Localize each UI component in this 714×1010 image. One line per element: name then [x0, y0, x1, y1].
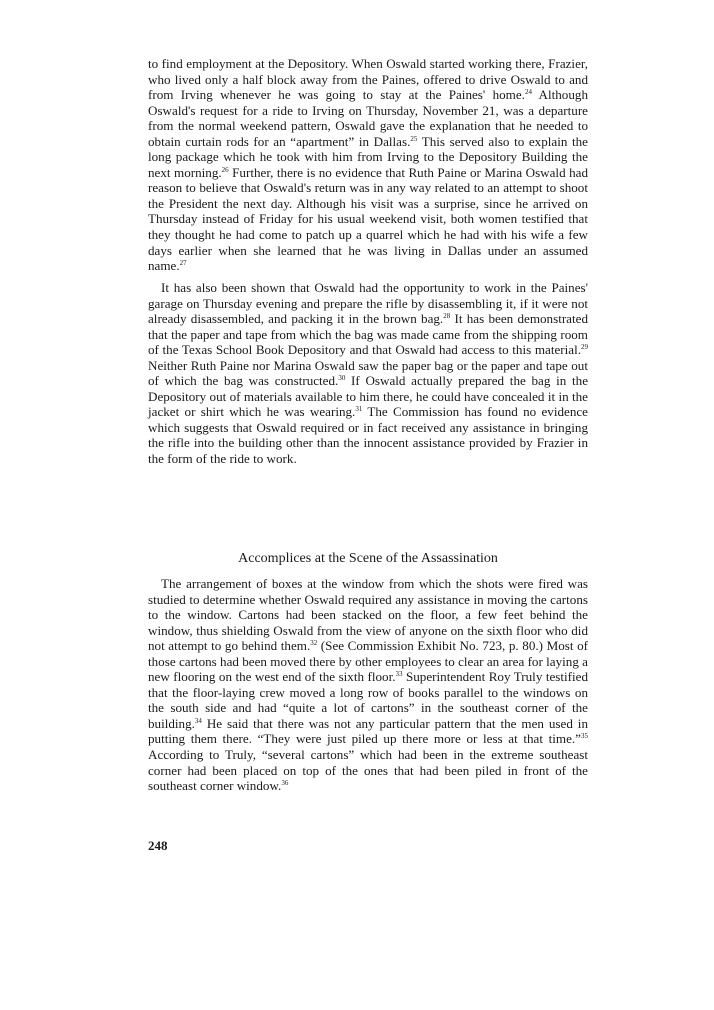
paragraph-text: It has been demonstrated that the paper and tape from which the bag was made came from the shipping room of the Texas School Book Depository and that Oswald had access to this material.: [148, 311, 588, 358]
footnote-marker: 25: [410, 134, 418, 143]
paragraph-text: Neither Ruth Paine nor Marina Oswald saw the paper bag or the paper and tape out of which the bag was constructed.: [148, 357, 588, 389]
footnote-marker: 28: [443, 312, 451, 321]
footnote-marker: 32: [310, 639, 318, 648]
page-number: 248: [148, 838, 168, 853]
paragraph-text: It has also been shown that Oswald had the opportunity to work in the Paines' garage on Thursday evening and prepare the rifle by disassembling it, if it were not already disassembled, and packing it in the brown bag.: [148, 280, 588, 327]
paragraph-text: Superintendent Roy Truly testified that the floor-laying crew moved a long row of books parallel to the windows on the south side and had “quite a lot of cartons” in the southeast corner of the building.: [148, 669, 589, 731]
paragraph-text: He said that there was not any particular pattern that the men used in putting them there. “They were just piled up there more or less at that time.”: [148, 715, 588, 747]
footnote-marker: 35: [581, 732, 588, 741]
paragraph-text: This served also to explain the long package which he took with him from Irving to the Depository Building the next morning.: [148, 133, 588, 180]
section-heading: Accomplices at the Scene of the Assassination: [238, 551, 498, 566]
paragraph-opening: [148, 56, 588, 274]
paragraph-text: Although Oswald's request for a ride to Irving on Thursday, November 21, was a departure from the normal weekend pattern, Oswald gave the explanation that he needed to obtain curtain rods for an “apartment” in Dallas.: [148, 87, 588, 149]
footnote-marker: 36: [281, 779, 289, 788]
paragraph-text: If Oswald actually prepared the bag in the Depository out of materials available to him there, he could have concealed it in the jacket or shirt which he was wearing.: [148, 373, 589, 420]
paragraph: [148, 56, 588, 274]
footnote-marker: 29: [581, 343, 588, 352]
footnote-marker: 26: [221, 165, 229, 174]
paragraph-accomplices: [148, 576, 588, 794]
paragraph-text: According to Truly, “several cartons” which had been in the extreme southeast corner had been placed on top of the ones that had been piled in front of the southeast corner window.: [148, 747, 588, 794]
paragraph-text: The arrangement of boxes at the window from which the shots were fired was studied to determine whether Oswald required any assistance in moving the cartons to the window. Cartons had been stacked on the floor, a few feet behind the window, thus shielding Oswald from the view of anyone on the sixth floor who did not attempt to go behind them.: [148, 576, 588, 654]
paragraph-text: to find employment at the Depository. When Oswald started working there, Frazier, who lived only a half block away from the Paines, offered to drive Oswald to and from Irving whenever he was going to stay at the Paines' home.: [148, 56, 588, 103]
paragraph-text: The Commission has found no evidence which suggests that Oswald required or in fact received any assistance in bringing the rifle into the building other than the innocent assistance provided by Frazier in the form of the ride to work.: [148, 404, 588, 467]
footnote-marker: 30: [338, 374, 346, 383]
footnote-marker: 33: [395, 670, 403, 679]
paragraph: [148, 280, 588, 467]
paragraph-text: (See Commission Exhibit No. 723, p. 80.) Most of those cartons had been moved there by other employees to clear an area for laying a new flooring on the west end of the sixth floor.: [148, 638, 588, 685]
paragraph: [148, 576, 588, 794]
footnote-marker: 24: [524, 88, 532, 97]
footnote-marker: 34: [194, 716, 202, 725]
footnote-marker: 27: [179, 259, 187, 268]
paragraph-text: Further, there is no evidence that Ruth Paine or Marina Oswald had reason to believe that Oswald's return was in any way related to an attempt to shoot the President the next day. Although his visit was a surprise, since he arrived on Thursday instead of Friday for his usual weekend visit, both women testified that they thought he had come to patch up a quarrel which he had with his wife a few days earlier when she learned that he was living in Dallas under an assumed name.: [148, 164, 588, 274]
paragraph-opportunity: [148, 280, 588, 467]
footnote-marker: 31: [355, 405, 363, 414]
